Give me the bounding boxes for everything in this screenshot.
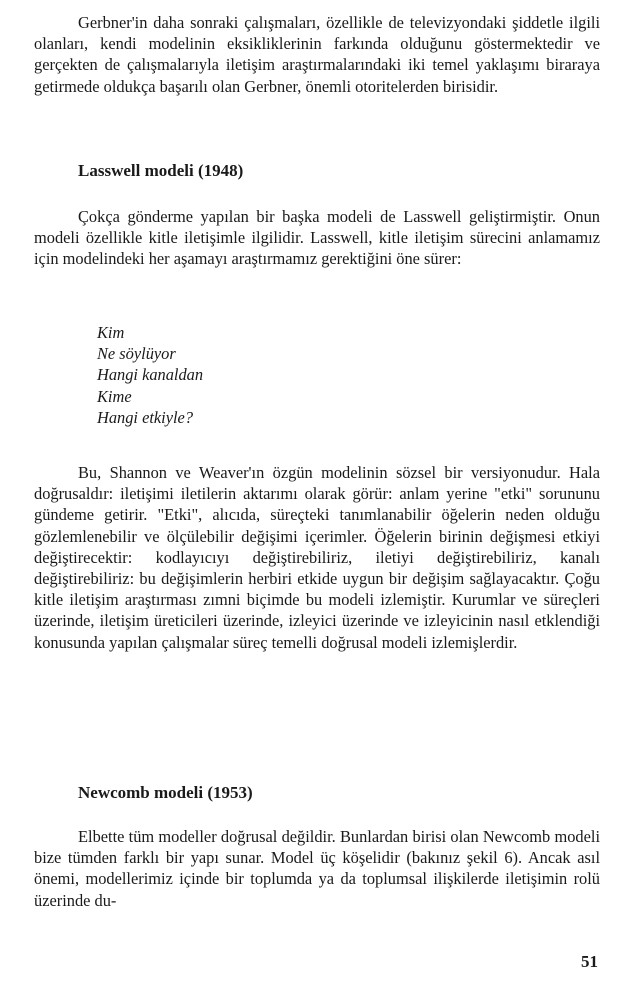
paragraph-newcomb: Elbette tüm modeller doğrusal değildir. Bunlardan birisi olan Newcomb modeli bize tümden farklı bir yapı sunar. Model üç köşelidir (bakınız şekil 6). Ancak asıl önemi, modellerimiz içinde bir toplumda ya da toplumsal ilişkilerde iletişimin rolü üzerinde du-	[34, 827, 600, 910]
question-which-channel: Hangi kanaldan	[97, 365, 204, 385]
question-says-what: Ne söylüyor	[97, 344, 176, 364]
page-number: 51	[581, 952, 598, 971]
paragraph-lasswell: Çokça gönderme yapılan bir başka modeli de Lasswell geliştirmiştir. Onun modeli özellikle kitle iletişimle ilgilidir. Lasswell, kitle iletişim sürecini anlamamız için modelindeki her aşamayı araştırmamız gerektiğini öne sürer:	[34, 207, 600, 269]
heading-lasswell-model: Lasswell modeli (1948)	[78, 161, 244, 180]
heading-newcomb-model: Newcomb modeli (1953)	[78, 783, 253, 802]
paragraph-gerbner: Gerbner'in daha sonraki çalışmaları, özellikle de televizyondaki şiddetle ilgili olanları, kendi modelinin eksikliklerinin farkında olduğunu göstermektedir ve gerçekten de çalışmalarıyla iletişim araştırmalarındaki iki temel yaklaşımı biraraya getirmede oldukça başarılı olan Gerbner, önemli otoritelerden birisidir.	[34, 13, 600, 96]
question-to-whom: Kime	[97, 386, 132, 406]
question-who: Kim	[97, 323, 125, 342]
paragraph-shannon-weaver: Bu, Shannon ve Weaver'ın özgün modelinin sözsel bir versiyonudur. Hala doğrusaldır: iletişimi iletilerin aktarımı olarak görür: anlam yerine "etki" sorununu gündeme getirir. "Etki", alıcıda, süreçteki tanımlanabilir öğelerin neden olduğu gözlemlenebilir ve ölçülebilir değişimi içerimler. Öğelerin birinin değişmesi etkiyi değiştirecektir: kodlayıcıyı değiştirebiliriz, iletiyi değiştirebiliriz, kanalı değiştirebiliriz: bu değişimlerin herbiri etkide uygun bir değişim sağlayacaktır. Çoğu kitle iletişim araştırması zımni biçimde bu modeli izlemiştir. Kurumlar ve süreçleri üzerinde, iletişim üreticileri üzerinde, izleyici üzerinde ve izleyicinin nasıl etklendiği konusunda yapılan çalışmalar süreç temelli doğrusal modeli izlemişlerdir.	[34, 463, 600, 652]
question-what-effect: Hangi etkiyle?	[97, 407, 194, 427]
lasswell-questions-list	[97, 322, 203, 428]
